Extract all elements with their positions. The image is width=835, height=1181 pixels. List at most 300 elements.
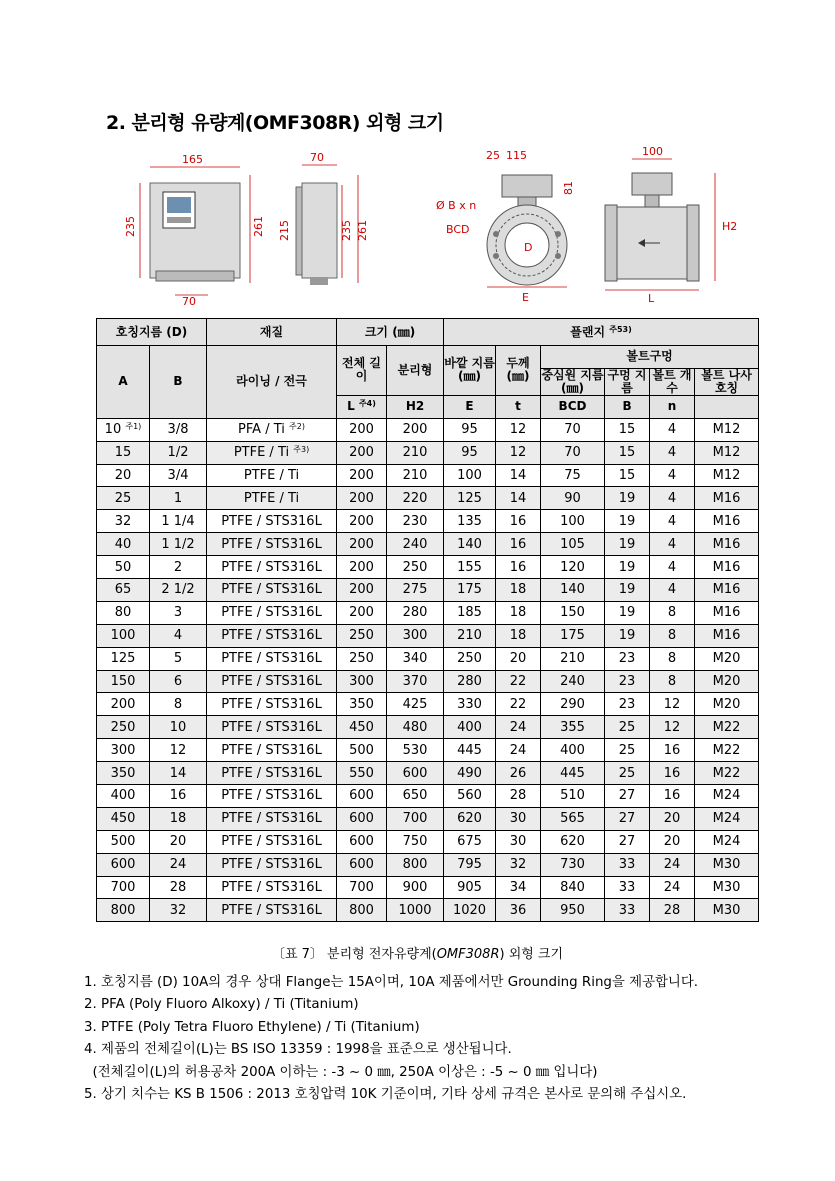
- cell-l: 600: [337, 785, 387, 808]
- cell-mat: PTFE / STS316L: [207, 762, 337, 785]
- page-title: 2. 분리형 유량계(OMF308R) 외형 크기: [106, 112, 444, 134]
- header-lining: 라이닝 / 전극: [207, 346, 337, 419]
- cell-mat: PTFE / Ti: [207, 464, 337, 487]
- dim-front-width: 165: [182, 153, 203, 166]
- cell-l: 800: [337, 899, 387, 922]
- cell-h2: 280: [387, 601, 444, 624]
- table-row: [97, 579, 759, 602]
- cell-mat: PTFE / STS316L: [207, 785, 337, 808]
- cell-thread: M24: [695, 785, 759, 808]
- cell-e: 490: [444, 762, 496, 785]
- cell-hole: 23: [605, 670, 650, 693]
- label-bcd: BCD: [446, 223, 470, 236]
- cell-a: 300: [97, 739, 150, 762]
- cell-t: 14: [496, 464, 541, 487]
- cell-h2: 480: [387, 716, 444, 739]
- cell-n: 12: [650, 693, 695, 716]
- cell-bcd: 290: [541, 693, 605, 716]
- cell-n: 4: [650, 418, 695, 441]
- cell-t: 28: [496, 785, 541, 808]
- cell-a: 32: [97, 510, 150, 533]
- header-a: A: [97, 346, 150, 419]
- cell-bcd: 140: [541, 579, 605, 602]
- cell-mat: PTFE / STS316L: [207, 739, 337, 762]
- cell-hole: 27: [605, 807, 650, 830]
- dim-side-h1: 215: [278, 220, 291, 241]
- table-row: [97, 830, 759, 853]
- header-e: E: [444, 395, 496, 418]
- table-row: [97, 716, 759, 739]
- cell-mat: PTFE / STS316L: [207, 899, 337, 922]
- cell-e: 100: [444, 464, 496, 487]
- cell-b: 2 1/2: [150, 579, 207, 602]
- cell-mat: PTFE / STS316L: [207, 853, 337, 876]
- cell-l: 500: [337, 739, 387, 762]
- cell-mat: PTFE / STS316L: [207, 693, 337, 716]
- cell-h2: 220: [387, 487, 444, 510]
- cell-hole: 23: [605, 693, 650, 716]
- sensor-side-view: [605, 145, 737, 305]
- header-nominal: 호칭지름 (D): [97, 319, 207, 346]
- cell-h2: 340: [387, 647, 444, 670]
- cell-l: 600: [337, 830, 387, 853]
- cell-n: 4: [650, 464, 695, 487]
- cell-hole: 23: [605, 647, 650, 670]
- table-row: [97, 807, 759, 830]
- cell-thread: M12: [695, 418, 759, 441]
- cell-t: 34: [496, 876, 541, 899]
- cell-l: 200: [337, 441, 387, 464]
- cell-hole: 15: [605, 418, 650, 441]
- cell-hole: 33: [605, 876, 650, 899]
- dim-flange-3: 81: [562, 181, 575, 195]
- cell-a: 200: [97, 693, 150, 716]
- dimension-table: [96, 318, 759, 922]
- cell-hole: 27: [605, 785, 650, 808]
- cell-b: 8: [150, 693, 207, 716]
- cell-bcd: 150: [541, 601, 605, 624]
- header-flange: 플랜지 $^{주53)}$: [444, 319, 759, 346]
- cell-t: 36: [496, 899, 541, 922]
- header-bcd: BCD: [541, 395, 605, 418]
- dim-side-depth: 70: [310, 151, 324, 164]
- cell-n: 8: [650, 624, 695, 647]
- cell-h2: 800: [387, 853, 444, 876]
- table-row: [97, 487, 759, 510]
- table-row: [97, 601, 759, 624]
- cell-t: 22: [496, 693, 541, 716]
- cell-h2: 750: [387, 830, 444, 853]
- cell-b: 3/8: [150, 418, 207, 441]
- header-bolt-thread: 볼트 나사 호칭: [695, 368, 759, 395]
- cell-hole: 33: [605, 899, 650, 922]
- cell-thread: M24: [695, 830, 759, 853]
- cell-mat: PTFE / STS316L: [207, 624, 337, 647]
- cell-thread: M12: [695, 464, 759, 487]
- header-n: n: [650, 395, 695, 418]
- cell-h2: 200: [387, 418, 444, 441]
- cell-a: 20: [97, 464, 150, 487]
- cell-mat: PTFE / STS316L: [207, 647, 337, 670]
- cell-l: 200: [337, 533, 387, 556]
- table-row: [97, 624, 759, 647]
- cell-b: 16: [150, 785, 207, 808]
- cell-l: 300: [337, 670, 387, 693]
- cell-h2: 300: [387, 624, 444, 647]
- cell-thread: M30: [695, 899, 759, 922]
- table-row: [97, 533, 759, 556]
- cell-hole: 19: [605, 624, 650, 647]
- cell-t: 24: [496, 739, 541, 762]
- cell-e: 620: [444, 807, 496, 830]
- header-t: t: [496, 395, 541, 418]
- cell-a: 25: [97, 487, 150, 510]
- dim-side-h3: 261: [356, 220, 369, 241]
- cell-l: 250: [337, 647, 387, 670]
- cell-bcd: 840: [541, 876, 605, 899]
- cell-a: 450: [97, 807, 150, 830]
- cell-a: 700: [97, 876, 150, 899]
- cell-a: 150: [97, 670, 150, 693]
- cell-l: 250: [337, 624, 387, 647]
- label-h2: H2: [722, 220, 738, 233]
- cell-a: 500: [97, 830, 150, 853]
- cell-l: 600: [337, 853, 387, 876]
- header-b: B: [150, 346, 207, 419]
- table-row: [97, 876, 759, 899]
- footnote: (전체길이(L)의 허용공차 200A 이하는 : -3 ~ 0 ㎜, 250A 이상은 : -5 ~ 0 ㎜ 입니다): [84, 1064, 598, 1080]
- cell-thread: M12: [695, 441, 759, 464]
- cell-thread: M16: [695, 556, 759, 579]
- cell-t: 20: [496, 647, 541, 670]
- cell-mat: PTFE / STS316L: [207, 716, 337, 739]
- cell-bcd: 445: [541, 762, 605, 785]
- cell-a: 65: [97, 579, 150, 602]
- cell-mat: PTFE / Ti $^{주3)}$: [207, 441, 337, 464]
- table-row: [97, 556, 759, 579]
- cell-e: 1020: [444, 899, 496, 922]
- cell-hole: 19: [605, 556, 650, 579]
- cell-mat: PTFE / STS316L: [207, 670, 337, 693]
- cell-a: 400: [97, 785, 150, 808]
- header-material: 재질: [207, 319, 337, 346]
- cell-t: 18: [496, 601, 541, 624]
- cell-e: 250: [444, 647, 496, 670]
- cell-bcd: 120: [541, 556, 605, 579]
- header-hole-diameter: 구멍 지름: [605, 368, 650, 395]
- cell-l: 200: [337, 418, 387, 441]
- cell-h2: 370: [387, 670, 444, 693]
- cell-e: 185: [444, 601, 496, 624]
- cell-bcd: 100: [541, 510, 605, 533]
- cell-thread: M16: [695, 487, 759, 510]
- cell-e: 280: [444, 670, 496, 693]
- cell-b: 3/4: [150, 464, 207, 487]
- dim-side-h2: 235: [340, 220, 353, 241]
- cell-t: 16: [496, 556, 541, 579]
- cell-b: 18: [150, 807, 207, 830]
- cell-n: 4: [650, 487, 695, 510]
- cell-h2: 230: [387, 510, 444, 533]
- cell-t: 14: [496, 487, 541, 510]
- cell-h2: 275: [387, 579, 444, 602]
- cell-n: 24: [650, 853, 695, 876]
- cell-h2: 250: [387, 556, 444, 579]
- cell-l: 350: [337, 693, 387, 716]
- dim-body-width: 100: [642, 145, 663, 158]
- cell-thread: M20: [695, 693, 759, 716]
- table-row: [97, 418, 759, 441]
- cell-n: 16: [650, 762, 695, 785]
- table-row: [97, 464, 759, 487]
- cell-mat: PTFE / STS316L: [207, 533, 337, 556]
- cell-h2: 900: [387, 876, 444, 899]
- cell-thread: M20: [695, 670, 759, 693]
- table-row: [97, 693, 759, 716]
- dim-flange-1: 25: [486, 149, 500, 162]
- cell-e: 795: [444, 853, 496, 876]
- table-caption: 〔표 7〕 분리형 전자유량계(OMF308R) 외형 크기: [271, 947, 564, 962]
- cell-e: 210: [444, 624, 496, 647]
- dim-front-height: 235: [124, 216, 137, 237]
- cell-bcd: 90: [541, 487, 605, 510]
- cell-l: 200: [337, 579, 387, 602]
- cell-thread: M22: [695, 716, 759, 739]
- cell-b: 5: [150, 647, 207, 670]
- cell-bcd: 355: [541, 716, 605, 739]
- header-size: 크기 (㎜): [337, 319, 444, 346]
- cell-a: 350: [97, 762, 150, 785]
- cell-thread: M16: [695, 510, 759, 533]
- cell-thread: M22: [695, 739, 759, 762]
- cell-bcd: 730: [541, 853, 605, 876]
- cell-thread: M24: [695, 807, 759, 830]
- cell-e: 140: [444, 533, 496, 556]
- table-row: [97, 785, 759, 808]
- cell-l: 200: [337, 556, 387, 579]
- cell-h2: 600: [387, 762, 444, 785]
- cell-e: 675: [444, 830, 496, 853]
- cell-t: 12: [496, 441, 541, 464]
- sensor-flange-view: [436, 149, 575, 304]
- cell-mat: PTFE / Ti: [207, 487, 337, 510]
- cell-t: 16: [496, 510, 541, 533]
- cell-bcd: 565: [541, 807, 605, 830]
- table-row: [97, 762, 759, 785]
- cell-n: 28: [650, 899, 695, 922]
- cell-n: 20: [650, 830, 695, 853]
- cell-b: 6: [150, 670, 207, 693]
- cell-h2: 530: [387, 739, 444, 762]
- cell-e: 155: [444, 556, 496, 579]
- cell-hole: 27: [605, 830, 650, 853]
- cell-a: 250: [97, 716, 150, 739]
- cell-b: 1/2: [150, 441, 207, 464]
- cell-t: 30: [496, 807, 541, 830]
- cell-a: 600: [97, 853, 150, 876]
- cell-n: 16: [650, 785, 695, 808]
- cell-a: 125: [97, 647, 150, 670]
- cell-thread: M30: [695, 876, 759, 899]
- cell-e: 560: [444, 785, 496, 808]
- cell-l: 600: [337, 807, 387, 830]
- cell-l: 450: [337, 716, 387, 739]
- table-row: [97, 853, 759, 876]
- cell-b: 1 1/4: [150, 510, 207, 533]
- cell-h2: 650: [387, 785, 444, 808]
- cell-e: 445: [444, 739, 496, 762]
- cell-hole: 19: [605, 487, 650, 510]
- cell-n: 20: [650, 807, 695, 830]
- cell-h2: 1000: [387, 899, 444, 922]
- table-row: [97, 899, 759, 922]
- cell-t: 18: [496, 579, 541, 602]
- cell-t: 30: [496, 830, 541, 853]
- footnote: 2. PFA (Poly Fluoro Alkoxy) / Ti (Titanium): [84, 997, 359, 1013]
- cell-hole: 33: [605, 853, 650, 876]
- table-row: [97, 670, 759, 693]
- footnotes: [84, 972, 698, 1106]
- header-thickness: 두께 (㎜): [496, 346, 541, 396]
- cell-bcd: 400: [541, 739, 605, 762]
- cell-e: 95: [444, 441, 496, 464]
- cell-n: 4: [650, 533, 695, 556]
- cell-thread: M16: [695, 601, 759, 624]
- cell-t: 22: [496, 670, 541, 693]
- cell-a: 80: [97, 601, 150, 624]
- converter-side-view: [278, 151, 369, 285]
- cell-a: 10 $^{주1)}$: [97, 418, 150, 441]
- cell-hole: 25: [605, 739, 650, 762]
- cell-b: 1: [150, 487, 207, 510]
- header-outer-diameter: 바깥 지름 (㎜): [444, 346, 496, 396]
- cell-b: 4: [150, 624, 207, 647]
- cell-e: 175: [444, 579, 496, 602]
- cell-t: 32: [496, 853, 541, 876]
- table-row: [97, 441, 759, 464]
- cell-t: 18: [496, 624, 541, 647]
- cell-e: 330: [444, 693, 496, 716]
- cell-t: 12: [496, 418, 541, 441]
- cell-b: 10: [150, 716, 207, 739]
- cell-n: 8: [650, 670, 695, 693]
- cell-a: 40: [97, 533, 150, 556]
- cell-b: 24: [150, 853, 207, 876]
- cell-b: 28: [150, 876, 207, 899]
- cell-hole: 19: [605, 533, 650, 556]
- cell-h2: 700: [387, 807, 444, 830]
- cell-n: 8: [650, 647, 695, 670]
- cell-n: 4: [650, 579, 695, 602]
- cell-t: 24: [496, 716, 541, 739]
- converter-front-view: [124, 153, 265, 308]
- cell-bcd: 240: [541, 670, 605, 693]
- cell-thread: M22: [695, 762, 759, 785]
- cell-hole: 19: [605, 579, 650, 602]
- header-bolt-count: 볼트 개수: [650, 368, 695, 395]
- label-l: L: [648, 292, 655, 305]
- cell-b: 12: [150, 739, 207, 762]
- cell-thread: M16: [695, 624, 759, 647]
- table-row: [97, 510, 759, 533]
- cell-n: 24: [650, 876, 695, 899]
- cell-bcd: 105: [541, 533, 605, 556]
- cell-hole: 15: [605, 464, 650, 487]
- cell-l: 200: [337, 487, 387, 510]
- cell-mat: PTFE / STS316L: [207, 807, 337, 830]
- footnote: 1. 호칭지름 (D) 10A의 경우 상대 Flange는 15A이며, 10A 제품에서만 Grounding Ring을 제공합니다.: [84, 975, 699, 990]
- cell-mat: PTFE / STS316L: [207, 601, 337, 624]
- header-h2: H2: [387, 395, 444, 418]
- cell-l: 200: [337, 464, 387, 487]
- cell-mat: PTFE / STS316L: [207, 830, 337, 853]
- cell-bcd: 70: [541, 418, 605, 441]
- cell-n: 16: [650, 739, 695, 762]
- header-b-sub: B: [605, 395, 650, 418]
- cell-thread: M16: [695, 579, 759, 602]
- cell-bcd: 175: [541, 624, 605, 647]
- cell-mat: PFA / Ti $^{주2)}$: [207, 418, 337, 441]
- cell-e: 400: [444, 716, 496, 739]
- cell-n: 8: [650, 601, 695, 624]
- watermark: [96, 20, 198, 104]
- cell-bcd: 950: [541, 899, 605, 922]
- cell-thread: M20: [695, 647, 759, 670]
- cell-n: 12: [650, 716, 695, 739]
- cell-mat: PTFE / STS316L: [207, 876, 337, 899]
- cell-t: 26: [496, 762, 541, 785]
- cell-e: 95: [444, 418, 496, 441]
- cell-a: 800: [97, 899, 150, 922]
- table-row: [97, 739, 759, 762]
- cell-hole: 19: [605, 601, 650, 624]
- cell-l: 200: [337, 601, 387, 624]
- footnote: 5. 상기 치수는 KS B 1506 : 2013 호칭압력 10K 기준이며, 기타 상세 규격은 본사로 문의해 주십시오.: [84, 1087, 687, 1103]
- cell-bcd: 210: [541, 647, 605, 670]
- cell-bcd: 510: [541, 785, 605, 808]
- cell-thread: M30: [695, 853, 759, 876]
- cell-mat: PTFE / STS316L: [207, 556, 337, 579]
- dim-flange-2: 115: [506, 149, 527, 162]
- cell-l: 700: [337, 876, 387, 899]
- cell-thread: M16: [695, 533, 759, 556]
- header-separate: 분리형: [387, 346, 444, 396]
- cell-bcd: 70: [541, 441, 605, 464]
- label-d: D: [524, 241, 533, 254]
- cell-e: 135: [444, 510, 496, 533]
- header-l: L $^{주4)}$: [337, 395, 387, 418]
- cell-n: 4: [650, 556, 695, 579]
- cell-e: 125: [444, 487, 496, 510]
- cell-h2: 425: [387, 693, 444, 716]
- cell-l: 550: [337, 762, 387, 785]
- header-blank: [695, 395, 759, 418]
- cell-hole: 25: [605, 762, 650, 785]
- cell-bcd: 620: [541, 830, 605, 853]
- cell-h2: 210: [387, 464, 444, 487]
- cell-bcd: 75: [541, 464, 605, 487]
- header-bolt-hole: 볼트구멍: [541, 346, 759, 369]
- cell-mat: PTFE / STS316L: [207, 510, 337, 533]
- cell-b: 2: [150, 556, 207, 579]
- cell-mat: PTFE / STS316L: [207, 579, 337, 602]
- footnote: 3. PTFE (Poly Tetra Fluoro Ethylene) / Ti (Titanium): [84, 1019, 420, 1035]
- cell-b: 32: [150, 899, 207, 922]
- cell-a: 15: [97, 441, 150, 464]
- dimension-diagrams: [120, 145, 760, 310]
- cell-n: 4: [650, 441, 695, 464]
- cell-a: 50: [97, 556, 150, 579]
